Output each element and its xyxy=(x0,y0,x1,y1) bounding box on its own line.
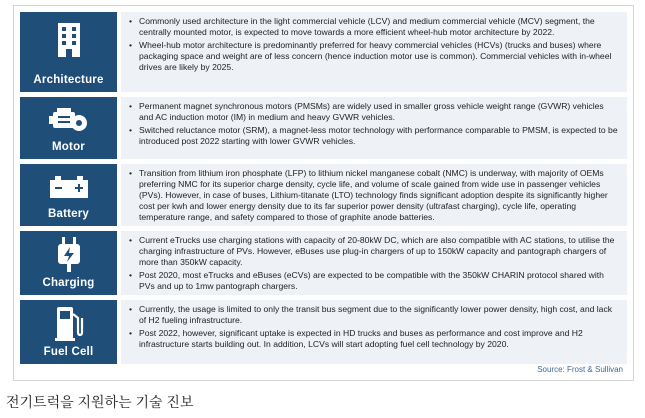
panel-charging xyxy=(121,231,627,295)
tile-label: Architecture xyxy=(33,74,104,86)
row-charging xyxy=(20,231,627,295)
tile-architecture xyxy=(20,12,117,92)
tile-charging xyxy=(20,231,117,295)
bullet-item: • Post 2020, most eTrucks and eBuses (eCVs) are expected to be compatible with the 350kW CHARIN protocol shared with PVs and up to 1mw pantograph chargers. xyxy=(129,270,619,292)
battery-icon xyxy=(20,172,117,202)
tile-battery xyxy=(20,164,117,226)
technology-table xyxy=(13,5,634,381)
row-fuel-cell xyxy=(20,300,627,364)
panel-fuel-cell xyxy=(121,300,627,364)
bullet-item: • Transition from lithium iron phosphate (LFP) to lithium nickel manganese cobalt (NMC) is underway, with majority of OEMs preferring NMC for its superior charge density, cycle life, and volume of scale gained from wide use in passenger vehicles (PVs). However, in case of buses, Lithium-titanate (LTO) technology finds significant adoption despite its significantly higher cost per kwh and lower energy density due to its far superior power density (ultrafast charging), cycle life, operating temperature range, and safety compared to those of graphite anode batteries. xyxy=(129,168,619,223)
tile-label: Charging xyxy=(42,277,95,289)
tile-fuel-cell xyxy=(20,300,117,364)
row-motor xyxy=(20,97,627,159)
building-icon xyxy=(20,20,117,60)
panel-battery xyxy=(121,164,627,226)
row-architecture xyxy=(20,12,627,92)
charging-plug-icon xyxy=(20,237,117,273)
fuel-pump-icon xyxy=(20,306,117,342)
bullet-item: • Currently, the usage is limited to only the transit bus segment due to the significantly lower power density, high cost, and lack of H2 fueling infrastructure. xyxy=(129,304,619,326)
bullet-item: • Switched reluctance motor (SRM), a magnet-less motor technology with performance comparable to PMSM, is expected to be introduced post 2022 starting with lower GVWR vehicles. xyxy=(129,125,619,147)
figure-caption: 전기트럭을 지원하는 기술 진보 xyxy=(6,394,194,410)
tile-label: Fuel Cell xyxy=(43,346,94,358)
bullet-item: • Current eTrucks use charging stations with capacity of 20-80kW DC, which are also compatible with AC stations, to utilise the charging infrastructure of PVs. However, eBuses use plug-in chargers of up to 150kW capacity and pantograph chargers of more than 350kW capacity. xyxy=(129,235,619,268)
row-battery xyxy=(20,164,627,226)
motor-icon xyxy=(20,103,117,137)
panel-motor xyxy=(121,97,627,159)
bullet-item: • Commonly used architecture in the light commercial vehicle (LCV) and medium commercial vehicle (MCV) segment, the centrally mounted motor, is expected to move towards a more efficient wheel-hub motor architecture by 2022. xyxy=(129,16,619,38)
tile-motor xyxy=(20,97,117,159)
tile-label: Motor xyxy=(52,141,85,153)
panel-architecture xyxy=(121,12,627,92)
source-note: Source: Frost & Sullivan xyxy=(537,365,623,374)
bullet-item: • Post 2022, however, significant uptake is expected in HD trucks and buses as performance and cost improve and H2 infrastructure starts building out. In addition, LCVs will start adopting fuel cell technology by 2020. xyxy=(129,328,619,350)
bullet-item: • Wheel-hub motor architecture is predominantly preferred for heavy commercial vehicles (HCVs) (trucks and buses) where packaging space and weight are of less concern (hence induction motor use is common). Commercial vehicles with in-wheel drives are likely by 2025. xyxy=(129,40,619,73)
bullet-item: • Permanent magnet synchronous motors (PMSMs) are widely used in smaller gross vehicle weight range (GVWR) vehicles and AC induction motor (IM) in medium and heavy GVWR vehicles. xyxy=(129,101,619,123)
tile-label: Battery xyxy=(47,208,90,220)
